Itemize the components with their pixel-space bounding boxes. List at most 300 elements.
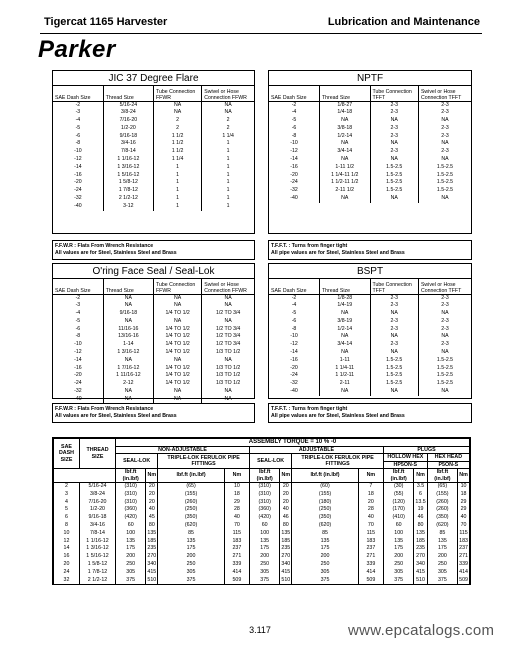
table-cell: (310) [116,499,146,507]
column-header: Thread Size [320,86,371,101]
table-cell: (620) [427,522,457,530]
table-cell: 1.5-2.5 [370,172,418,180]
table-cell: NA [320,117,371,125]
table-cell: 40 [358,514,383,522]
table-cell: 20 [54,561,80,569]
table-cell: (30) [383,483,413,491]
table-cell: 18 [358,491,383,499]
table-cell: 200 [158,553,225,561]
table-title: JIC 37 Degree Flare [53,71,254,86]
table-cell: 9/16-18 [103,133,153,141]
table-cell: 135 [281,529,291,536]
table-cell: 3/4-14 [320,148,371,156]
column-header: SAE Dash Size [269,86,320,101]
table-row [269,195,471,203]
table-cell: NA [103,302,153,310]
table-cell: 8 [54,522,80,530]
table-cell: 45 [146,514,158,522]
table-cell: 3/4-16 [80,522,116,530]
table-row [54,569,470,577]
table-cell: 1/8-28 [320,294,371,302]
table-cell: -4 [75,310,81,317]
table-cell: 1/4-19 [320,302,371,310]
column-header: Tube Connection TFFT [370,86,418,101]
table-cell: 7/16-20 [80,499,116,507]
table-cell: 1.5-2.5 [418,172,471,180]
header-title-left: Tigercat 1165 Harvester [44,16,168,28]
table-cell: -40 [290,388,298,395]
table-cell: (350) [158,514,225,522]
table-cell: (310) [249,491,279,499]
table-cell: 250 [158,561,225,569]
table-cell: 135 [147,529,157,536]
table-cell: 1/4 TO 1/2 [154,365,202,373]
col-dash-size: SAE DASH SIZE [54,439,80,469]
table-row [269,380,471,388]
table-cell: 100 [249,530,279,538]
table-cell: 2-3 [418,109,471,117]
table-cell: NA [418,349,471,357]
table-cell: NA [154,302,202,310]
table-cell: 1 [154,195,202,203]
table-cell: 3/4-14 [320,341,371,349]
jic-table [52,70,255,234]
table-cell: NA [418,117,471,125]
table-cell: (55) [383,491,413,499]
table-cell: 3-12 [103,203,153,211]
table-cell: 20 [280,483,292,491]
table-cell: 2 [54,483,80,491]
table-cell: 510 [147,576,157,583]
table-cell: NA [154,294,202,302]
table-cell: (180) [292,499,359,507]
column-header: Tube Connection FFWR [154,279,202,294]
table-cell: -4 [291,109,297,116]
table-cell: 80 [280,522,292,530]
table-title: O'ring Face Seal / Seal-Lok [53,264,254,279]
table-cell: 1 [154,179,202,187]
table-cell: 28 [358,506,383,514]
table-row [53,101,254,109]
bspt-notes [268,403,472,423]
table-cell: (65) [427,483,457,491]
table-cell: 2-3 [370,101,418,109]
table-cell: -8 [291,325,297,332]
table-cell: 305 [116,569,146,577]
table-cell: -32 [290,380,298,387]
table-row [53,318,254,326]
table-row [54,553,470,561]
table-cell: 1/2 TO 3/4 [202,310,254,318]
column-header: Swivel or Hose Connection TFFT [418,86,471,101]
table-cell: 115 [459,529,468,536]
table-cell: 135 [414,530,427,538]
table-cell: (155) [158,491,225,499]
table-cell: -12 [290,341,298,348]
table-cell: 1 3/16-12 [103,164,153,172]
table-cell: NA [320,310,371,318]
table-cell: 1 1/4-11 [320,365,371,373]
table-cell: NA [154,388,202,396]
table-cell: 40 [224,514,249,522]
table-cell: 235 [281,545,291,552]
table-cell: -32 [74,388,82,395]
table-row [53,365,254,373]
table-cell: 2-3 [418,302,471,310]
page-header [44,16,480,30]
table-cell: NA [202,302,254,310]
table-cell: 183 [459,537,468,544]
table-cell: 7 [358,483,383,491]
table-row [269,365,471,373]
table-cell: 2-3 [370,302,418,310]
table-cell: 1 [202,148,254,156]
table-row [54,538,470,546]
table-cell: 29 [458,506,470,514]
table-cell: -16 [290,356,298,363]
table-row [269,333,471,341]
assembly-torque-table [52,437,471,585]
table-cell: NA [103,357,153,365]
table-row [54,514,470,522]
table-cell: 1/4 TO 1/2 [154,372,202,380]
table-cell: 2-11 1/2 [320,187,371,195]
table-cell: 6 [414,491,427,499]
table-cell: NA [370,310,418,318]
table-cell: 32 [54,577,80,585]
table-cell: -5 [291,310,297,317]
table-cell: 510 [414,577,427,585]
table-cell: 175 [249,545,279,553]
table-cell: NA [202,109,254,117]
unit-nm: Nm [224,469,249,483]
table-cell: 375 [383,577,413,585]
table-cell: NA [370,333,418,341]
table-row [53,310,254,318]
table-row [53,179,254,187]
table-cell: (65) [158,483,225,491]
table-cell: 509 [224,577,249,585]
table-cell: 2-3 [370,125,418,133]
table-cell: 305 [383,569,413,577]
table-row [269,310,471,318]
table-cell: 414 [224,569,249,577]
table-cell: 115 [358,530,383,538]
unit-lbf: lbf.ft (in.lbf) [427,469,457,483]
watermark: www.epcatalogs.com [348,622,495,639]
table-row [53,380,254,388]
table-cell: (620) [158,522,225,530]
table-cell: (310) [249,483,279,491]
table-cell: 18 [224,491,249,499]
table-cell: 1.5-2.5 [370,179,418,187]
table-cell: -3 [75,302,81,309]
table-cell: 305 [427,569,457,577]
table-cell: -20 [74,372,82,379]
table-cell: (120) [383,499,413,507]
table-cell: 40 [458,514,470,522]
table-row [269,388,471,396]
group-non-adjustable: NON-ADJUSTABLE [116,446,250,454]
table-cell: NA [370,140,418,148]
table-row [53,357,254,365]
table-row [53,133,254,141]
sub-triple-lok-na: TRIPLE-LOK FERULOK PIPE FITTINGS [158,454,250,469]
table-cell: 183 [358,538,383,546]
note-line: T.F.F.T. : Turns from finger tight [271,243,348,249]
table-cell: -20 [290,171,298,178]
note-line: F.F.W.R : Flats From Wrench Resistance [55,243,154,249]
table-cell: -2 [75,101,81,108]
note-line: F.F.W.R : Flats From Wrench Resistance [55,406,154,412]
table-cell: (350) [292,514,359,522]
table-row [53,195,254,203]
table-cell: 6 [54,514,80,522]
table-cell: 1 [202,203,254,211]
table-cell: (155) [427,491,457,499]
table-cell: -8 [75,333,81,340]
table-cell: 2 1/2-12 [103,195,153,203]
table-cell: 80 [414,522,427,530]
table-cell: 414 [459,568,468,575]
nptf-table [268,70,472,234]
table-cell: 19 [414,506,427,514]
table-row [269,302,471,310]
table-cell: 1/3 TO 1/2 [202,372,254,380]
table-cell: 1 [202,179,254,187]
table-cell: NA [154,109,202,117]
table-cell: 1/3 TO 1/2 [202,365,254,373]
table-cell: -14 [290,349,298,356]
table-cell: (350) [427,514,457,522]
table-cell: 20 [146,483,158,491]
table-cell: 1 11/16-12 [103,372,153,380]
table-cell: (260) [427,506,457,514]
table-cell: NA [418,140,471,148]
table-cell: NA [418,333,471,341]
table-cell: 5/16-24 [80,483,116,491]
table-row [269,326,471,334]
table-cell: 85 [158,530,225,538]
table-cell: -2 [291,101,297,108]
table-cell: 1.5-2.5 [418,372,471,380]
note-line: All pipe values are for Steel, Stainless Steel and Brass [271,413,405,419]
column-header: Thread Size [103,279,153,294]
unit-lbf: lbf.ft (in.lbf) [383,469,413,483]
table-cell: 135 [249,538,279,546]
table-cell: (310) [249,499,279,507]
table-cell: 270 [147,553,157,560]
table-cell: 10 [54,530,80,538]
table-cell: NA [370,117,418,125]
table-cell: 11/16-16 [103,326,153,334]
table-row [53,326,254,334]
table-cell: 340 [147,560,157,567]
table-cell: 2-3 [370,148,418,156]
table-cell: -5 [291,117,297,124]
table-cell: 1 1/16-12 [103,156,153,164]
table-cell: 5/16-24 [103,101,153,109]
table-cell: 2-12 [103,380,153,388]
table-cell: 20 [146,491,158,499]
table-cell: 200 [249,553,279,561]
table-cell: 3/8-24 [80,491,116,499]
table-cell: 1.5-2.5 [418,365,471,373]
table-cell: 1 5/16-12 [103,172,153,180]
table-row [54,530,470,538]
table-cell: 305 [292,569,359,577]
table-cell: 7/8-14 [103,148,153,156]
table-cell: -24 [74,380,82,387]
table-cell: 3 [54,491,80,499]
group-plugs: PLUGS [383,446,469,454]
table-cell: 2-3 [418,341,471,349]
table-cell: 1/8-27 [320,101,371,109]
table-cell: 175 [383,545,413,553]
column-header: Tube Connection FFWR [154,86,202,101]
table-cell: (310) [116,491,146,499]
table-cell: 200 [383,553,413,561]
table-cell: 135 [383,538,413,546]
table-cell: -24 [290,179,298,186]
table-row [269,179,471,187]
table-cell: NA [370,349,418,357]
table-cell: 375 [158,577,225,585]
table-cell: NA [320,388,371,396]
table-cell: -4 [291,302,297,309]
table-cell: NA [154,101,202,109]
unit-nm: Nm [358,469,383,483]
table-cell: 9/16-18 [103,310,153,318]
table-cell: 1 1/16-12 [80,538,116,546]
parker-logo: Parker [38,36,116,63]
table-cell: 1/3 TO 1/2 [202,380,254,388]
table-title: NPTF [269,71,471,86]
table-cell: (420) [116,514,146,522]
table-cell: 1 1/4 [202,133,254,141]
table-cell: 40 [280,506,292,514]
table-cell: 1-11 [320,357,371,365]
note-line: All pipe values are for Steel, Stainless Steel and Brass [271,250,405,256]
table-cell: 1/4-18 [320,109,371,117]
sub-hp5on-s: HP5ON-S [383,461,427,469]
table-cell: -32 [290,187,298,194]
header-title-right: Lubrication and Maintenance [327,16,480,28]
table-cell: 2-3 [418,294,471,302]
table-cell: -8 [75,140,81,147]
table-cell: 375 [292,577,359,585]
table-cell: NA [320,156,371,164]
table-cell: 375 [427,577,457,585]
table-cell: 2-3 [370,109,418,117]
table-cell: 80 [146,522,158,530]
table-cell: (250) [158,506,225,514]
table-cell: 200 [427,553,457,561]
table-cell: 1/4 TO 1/2 [154,326,202,334]
table-cell: 237 [224,545,249,553]
table-cell: 3/8-24 [103,109,153,117]
table-row [53,109,254,117]
unit-nm: Nm [280,469,292,483]
table-cell: 415 [414,569,427,577]
table-cell: 1 [202,164,254,172]
table-cell: 1 3/16-12 [80,545,116,553]
column-header: Thread Size [320,279,371,294]
table-cell: 4 [54,499,80,507]
table-cell: -14 [290,156,298,163]
table-row [269,101,471,109]
table-cell: NA [370,195,418,203]
table-row [53,172,254,180]
table-cell: 509 [358,577,383,585]
table-cell: 1.5-2.5 [370,187,418,195]
table-cell: -4 [75,117,81,124]
table-row [269,164,471,172]
table-cell: 1-11 1/2 [320,164,371,172]
table-cell: 175 [116,545,146,553]
note-line: T.F.F.T. : Turns from finger tight [271,406,348,412]
table-cell: -20 [74,179,82,186]
table-cell: 46 [280,514,292,522]
table-cell: 175 [427,545,457,553]
table-cell: -5 [75,124,81,131]
table-cell: -24 [290,372,298,379]
table-cell: 2 1/2-12 [80,577,116,585]
table-cell: NA [202,318,254,326]
torque-heading: ASSEMBLY TORQUE = 10 % -0 [116,439,470,447]
table-row [269,372,471,380]
table-cell: (60) [292,483,359,491]
table-cell: 135 [427,538,457,546]
sub-triple-lok-adj: TRIPLE-LOK FERULOK PIPE FITTINGS [292,454,384,469]
table-cell: 1/2 TO 3/4 [202,326,254,334]
table-cell: 1 [202,187,254,195]
table-cell: 3/8-18 [320,125,371,133]
sub-hollow-hex: HOLLOW HEX [383,454,427,462]
note-line: All values are for Steel, Stainless Steel and Brass [55,413,177,419]
table-cell: 305 [158,569,225,577]
table-cell: 3/4-16 [103,140,153,148]
table-cell: 1/2-20 [103,125,153,133]
table-cell: 1/4 TO 1/2 [154,333,202,341]
table-cell: 185 [281,537,291,544]
sub-hex-head: HEX HEAD [427,454,469,462]
table-cell: 1/2 TO 3/4 [202,333,254,341]
table-cell: 1 7/8-12 [103,187,153,195]
table-cell: 3.5 [414,483,427,491]
table-cell: 20 [146,499,158,507]
table-cell: 2-3 [418,125,471,133]
table-cell: 1.5-2.5 [370,164,418,172]
table-cell: -40 [290,195,298,202]
table-cell: -12 [290,148,298,155]
table-cell: 1.5-2.5 [370,372,418,380]
table-cell: 20 [280,499,292,507]
table-cell: 375 [249,577,279,585]
table-cell: 1 [154,164,202,172]
table-cell: 135 [116,538,146,546]
table-cell: 375 [116,577,146,585]
table-cell: NA [103,388,153,396]
table-cell: 510 [281,576,291,583]
table-cell: 1.5-2.5 [418,380,471,388]
table-cell: 1.5-2.5 [418,357,471,365]
table-cell: 237 [358,545,383,553]
table-cell: 85 [427,530,457,538]
table-row [53,372,254,380]
table-cell: -16 [290,163,298,170]
table-cell: (170) [383,506,413,514]
